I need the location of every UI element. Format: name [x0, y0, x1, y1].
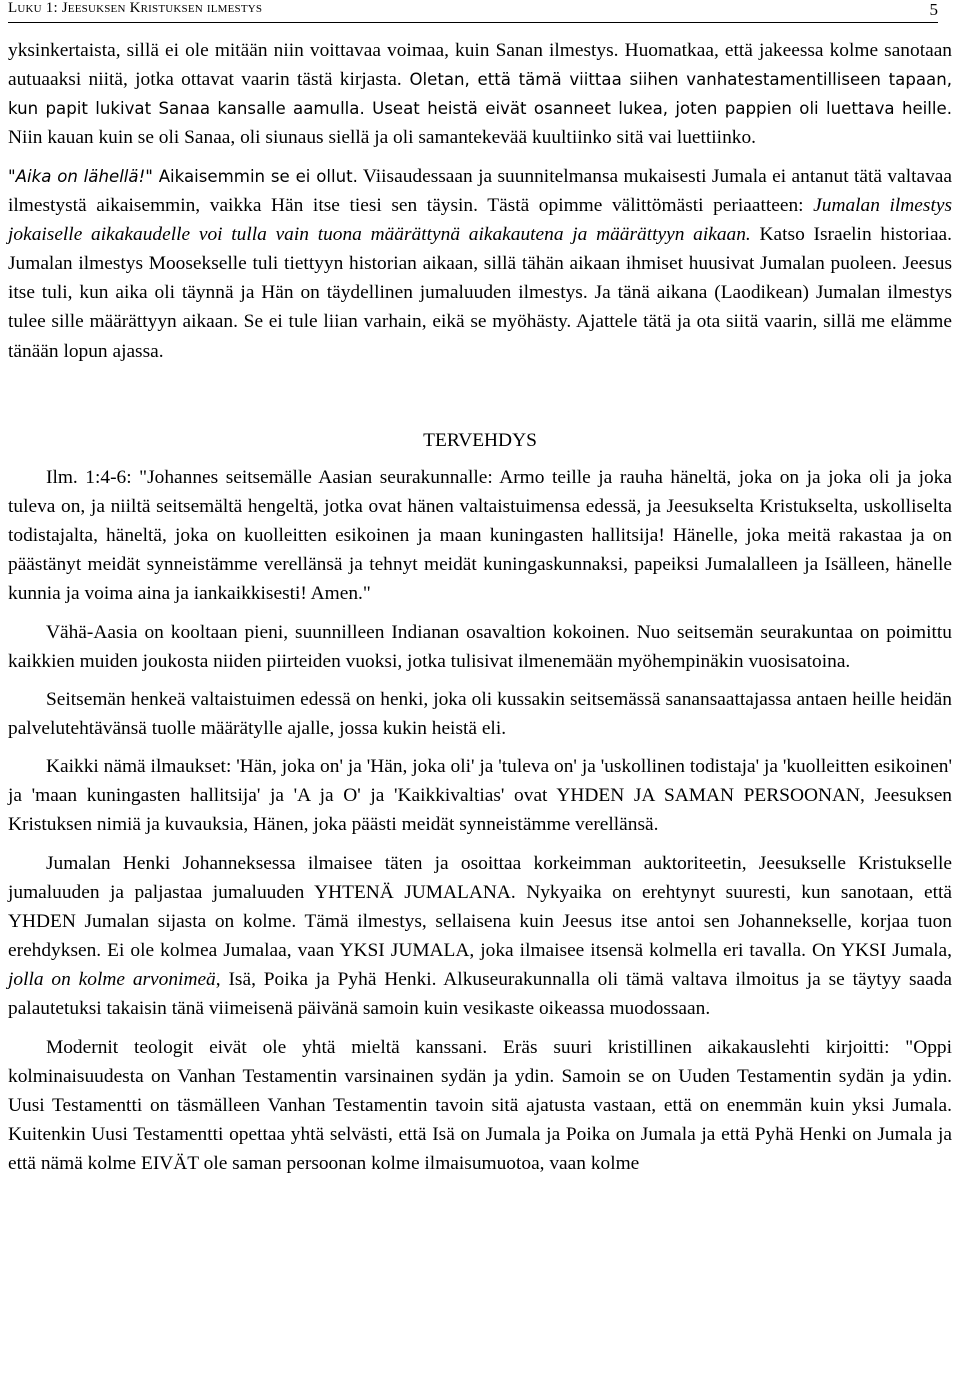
paragraph-one-god-part-c: , Isä, Poika ja Pyhä Henki. Alkuseurakunnalla oli tämä valtava ilmoitus ja se täytyy saada palautetuksi takaisin tänä viimeisenä päivänä samoin kuin vesikaste oikeassa muodossaan.	[8, 969, 953, 1020]
paragraph-2-part-c: Viisaudessaan ja suunnitelmansa mukaisesti Jumala ei antanut tätä valtavaa ilmestystä aikaisemmin, vaikka Hän itse tiesi sen täysin. Tästä opimme välittömästi periaatteen:	[8, 165, 953, 216]
page-body	[8, 36, 952, 1178]
paragraph-1	[8, 36, 952, 153]
paragraph-2	[8, 162, 952, 366]
paragraph-1-part-c: Niin kauan kuin se oli Sanaa, oli siunaus siellä ja oli samantekevää kuultiinko sitä vai luettiinko.	[8, 127, 757, 149]
paragraph-one-god-part-a: Jumalan Henki Johanneksessa ilmaisee täten ja osoittaa korkeimman auktoriteetin, Jeesukselle Kristukselle jumaluuden ja paljastaa jumaluuden YHTENÄ JUMALANA. Nykyaika on erehtynyt suuresti, kun sanotaan, että YHDEN Jumalan sijasta on kolme. Tämä ilmestys, sellaisena kuin Jeesus itse antoi sen Johannekselle, korjaa tuon erehdyksen. Ei ole kolmea Jumalaa, vaan YKSI JUMALA, joka ilmaisee itsensä kolmella eri tavalla. On YKSI Jumala,	[8, 852, 952, 962]
chapter-title: Luku 1: Jeesuksen Kristuksen ilmestys	[8, 0, 263, 16]
paragraph-one-god	[8, 849, 952, 1024]
paragraph-asia-minor: Vähä-Aasia on kooltaan pieni, suunnilleen Indianan osavaltion kokoinen. Nuo seitsemän seurakuntaa on poimittu kaikkien muiden joukosta niiden piirteiden vuoksi, jotka tulisivat ilmenemään myöhempinäkin vuosisatoina.	[8, 621, 952, 672]
paragraph-seven-spirits: Seitsemän henkeä valtaistuimen edessä on henki, joka oli kussakin seitsemässä sanansaattajassa antaen heille heidän palvelutehtävänsä tuolle määrätylle ajalle, jossa kukin heistä eli.	[8, 688, 952, 739]
section-heading: TERVEHDYS	[423, 429, 537, 451]
time-is-near-quote: "Aika on lähellä!"	[8, 166, 153, 186]
paragraph-theologians: Modernit teologit eivät ole yhtä mieltä kanssani. Eräs suuri kristillinen aikakauslehti kirjoitti: "Oppi kolminaisuudesta on Vanhan Testamentin varsinainen sydän ja ydin. Samoin se on Uuden Testamentin sydän ja ydin. Uusi Testamentti on täsmälleen Vanhan Testamentin tavoin sitä ajatusta vastaan, että on enemmän kuin yksi Jumala. Kuitenkin Uusi Testamentti opettaa yhtä selvästi, että Isä on Jumala ja Poika on Jumala ja että Pyhä Henki on Jumala ja että nämä kolme EIVÄT ole saman persoonan kolme ilmaisumuotoa, vaan kolme	[8, 1036, 952, 1175]
paragraph-2-part-e: Katso Israelin historiaa. Jumalan ilmestys Moosekselle tuli tiettyyn historian aikaan, sillä tähän aikaan ihmiset huusivat Jumalan puoleen. Jeesus itse tuli, kun aika oli täynnä ja Hän on täydellinen jumaluuden ilmestys. Ja tänä aikana (Laodikean) Jumalan ilmestys tulee sille määrättyyn aikaan. Se ei tule liian varhain, eikä se myöhästy. Ajattele tätä ja ota siitä vaarin, sillä me elämme tänään lopun ajassa.	[8, 223, 953, 362]
running-header	[8, 0, 938, 23]
paragraph-2-part-b: Aikaisemmin se ei ollut.	[152, 166, 358, 186]
scripture-quote: Ilm. 1:4-6: "Johannes seitsemälle Aasian seurakunnalle: Armo teille ja rauha häneltä, joka on ja joka oli ja joka tuleva on, ja niiltä seitsemältä hengeltä, jotka ovat hänen valtaistuimensa edessä, ja Jeesukselta Kristukselta, uskolliselta todistajalta, häneltä, joka on kuolleitten esikoinen ja maan kuningasten hallitsija! Hänelle, joka meitä rakastaa ja on päästänyt meidät synneistämme verellänsä ja tehnyt meidät kuningaskunnaksi, papeiksi Jumalalleen ja Isälleen, hänelle kunnia ja voima aina ja iankaikkisesti! Amen."	[8, 466, 952, 605]
paragraph-titles: Kaikki nämä ilmaukset: 'Hän, joka on' ja 'Hän, joka oli' ja 'tuleva on' ja 'uskollinen todistaja' ja 'kuolleitten esikoinen' ja 'maan kuningasten hallitsija' ja 'A ja O' ja 'Kaikkivaltias' ovat YHDEN JA SAMAN PERSOONAN, Jeesuksen Kristuksen nimiä ja kuvauksia, Hänen, joka päästi meidät synneistämme verellänsä.	[8, 756, 952, 836]
paragraph-1-part-b: Oletan, että tämä viittaa siihen vanhatestamentilliseen tapaan, kun papit lukivat Sanaa kansalle aamulla. Useat heistä eivät osanneet lukea, joten pappien oli luettava heille.	[8, 70, 952, 119]
three-titles-italic: jolla on kolme arvonimeä	[8, 969, 216, 991]
paragraph-1-part-a: yksinkertaista, sillä ei ole mitään niin voittavaa voimaa, kuin Sanan ilmestys. Huomatkaa, että jakeessa kolme sanotaan autuaaksi niitä, jotka ottavat vaarin tästä kirjasta.	[8, 40, 952, 91]
principle-italic: Jumalan ilmestys jokaiselle aikakaudelle voi tulla vain tuona määrättynä aikakautena ja määrättyyn aikaan.	[8, 194, 952, 245]
page-number: 5	[929, 0, 938, 19]
